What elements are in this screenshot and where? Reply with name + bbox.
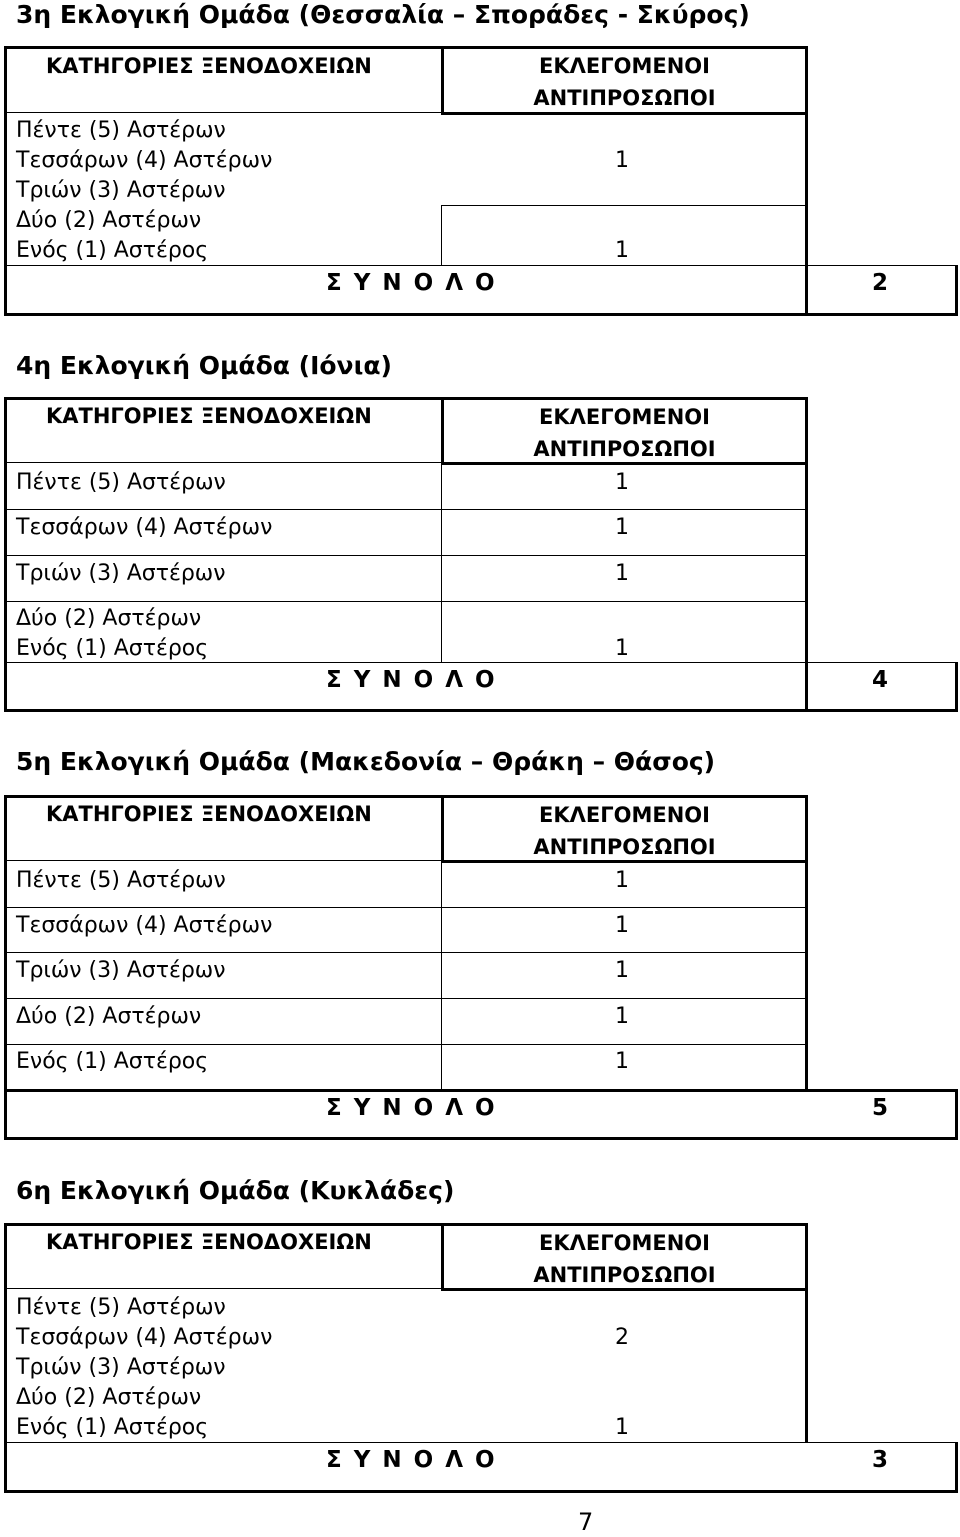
elected-header-line2: ΑΝΤΙΠΡΟΣΩΠΟΙ	[533, 1263, 716, 1287]
category-five-star: Πέντε (5) Αστέρων	[16, 868, 226, 893]
elected-header-line1: ΕΚΛΕΓΟΜΕΝΟΙ	[539, 54, 710, 78]
category-five-star: Πέντε (5) Αστέρων	[16, 470, 226, 495]
category-three-star: Τριών (3) Αστέρων	[16, 1355, 226, 1380]
category-one-star: Ενός (1) Αστέρος	[16, 636, 209, 661]
category-five-star: Πέντε (5) Αστέρων	[16, 1295, 226, 1320]
group-title: 3η Εκλογική Ομάδα (Θεσσαλία – Σποράδες - Σκύρος)	[16, 0, 750, 29]
category-one-star: Ενός (1) Αστέρος	[16, 238, 209, 263]
elected-header-line2: ΑΝΤΙΠΡΟΣΩΠΟΙ	[533, 835, 716, 859]
elected-header-line1: ΕΚΛΕΓΟΜΕΝΟΙ	[539, 803, 710, 827]
elected-value: 1	[615, 1004, 629, 1029]
page-number: 7	[578, 1508, 594, 1536]
category-three-star: Τριών (3) Αστέρων	[16, 958, 226, 983]
elected-value: 1	[615, 238, 629, 263]
elected-value: 1	[615, 1415, 629, 1440]
group-title: 6η Εκλογική Ομάδα (Κυκλάδες)	[16, 1176, 455, 1205]
category-three-star: Τριών (3) Αστέρων	[16, 561, 226, 586]
elected-header	[446, 799, 803, 863]
category-two-star: Δύο (2) Αστέρων	[16, 606, 202, 631]
category-four-star: Τεσσάρων (4) Αστέρων	[16, 515, 273, 540]
elected-header-line2: ΑΝΤΙΠΡΟΣΩΠΟΙ	[533, 437, 716, 461]
elected-value: 1	[615, 515, 629, 540]
elected-header-line1: ΕΚΛΕΓΟΜΕΝΟΙ	[539, 1231, 710, 1255]
group-title: 4η Εκλογική Ομάδα (Ιόνια)	[16, 351, 392, 380]
group-title: 5η Εκλογική Ομάδα (Μακεδονία – Θράκη – Θάσος)	[16, 747, 716, 776]
elected-value: 1	[615, 148, 629, 173]
elected-header-line2: ΑΝΤΙΠΡΟΣΩΠΟΙ	[533, 86, 716, 110]
elected-value: 1	[615, 913, 629, 938]
category-one-star: Ενός (1) Αστέρος	[16, 1049, 209, 1074]
category-header: ΚΑΤΗΓΟΡΙΕΣ ΞΕΝΟΔΟΧΕΙΩΝ	[46, 802, 372, 826]
elected-header-line1: ΕΚΛΕΓΟΜΕΝΟΙ	[539, 405, 710, 429]
total-label: Σ Υ Ν Ο Λ Ο	[326, 1095, 497, 1121]
elected-header	[446, 50, 803, 114]
total-value: 4	[872, 667, 889, 693]
elected-value: 1	[615, 636, 629, 661]
category-one-star: Ενός (1) Αστέρος	[16, 1415, 209, 1440]
category-two-star: Δύο (2) Αστέρων	[16, 1385, 202, 1410]
elected-value: 2	[615, 1325, 629, 1350]
category-two-star: Δύο (2) Αστέρων	[16, 1004, 202, 1029]
category-header: ΚΑΤΗΓΟΡΙΕΣ ΞΕΝΟΔΟΧΕΙΩΝ	[46, 1230, 372, 1254]
elected-header	[446, 1227, 803, 1291]
category-four-star: Τεσσάρων (4) Αστέρων	[16, 1325, 273, 1350]
elected-value: 1	[615, 470, 629, 495]
category-four-star: Τεσσάρων (4) Αστέρων	[16, 148, 273, 173]
category-five-star: Πέντε (5) Αστέρων	[16, 118, 226, 143]
elected-header	[446, 401, 803, 465]
category-header: ΚΑΤΗΓΟΡΙΕΣ ΞΕΝΟΔΟΧΕΙΩΝ	[46, 404, 372, 428]
category-three-star: Τριών (3) Αστέρων	[16, 178, 226, 203]
category-two-star: Δύο (2) Αστέρων	[16, 208, 202, 233]
category-header: ΚΑΤΗΓΟΡΙΕΣ ΞΕΝΟΔΟΧΕΙΩΝ	[46, 54, 372, 78]
elected-value: 1	[615, 958, 629, 983]
total-value: 2	[872, 270, 889, 296]
total-label: Σ Υ Ν Ο Λ Ο	[326, 667, 497, 693]
elected-value: 1	[615, 868, 629, 893]
total-value: 3	[872, 1447, 889, 1473]
total-label: Σ Υ Ν Ο Λ Ο	[326, 270, 497, 296]
total-value: 5	[872, 1095, 889, 1121]
total-label: Σ Υ Ν Ο Λ Ο	[326, 1447, 497, 1473]
category-four-star: Τεσσάρων (4) Αστέρων	[16, 913, 273, 938]
elected-value: 1	[615, 561, 629, 586]
elected-value: 1	[615, 1049, 629, 1074]
